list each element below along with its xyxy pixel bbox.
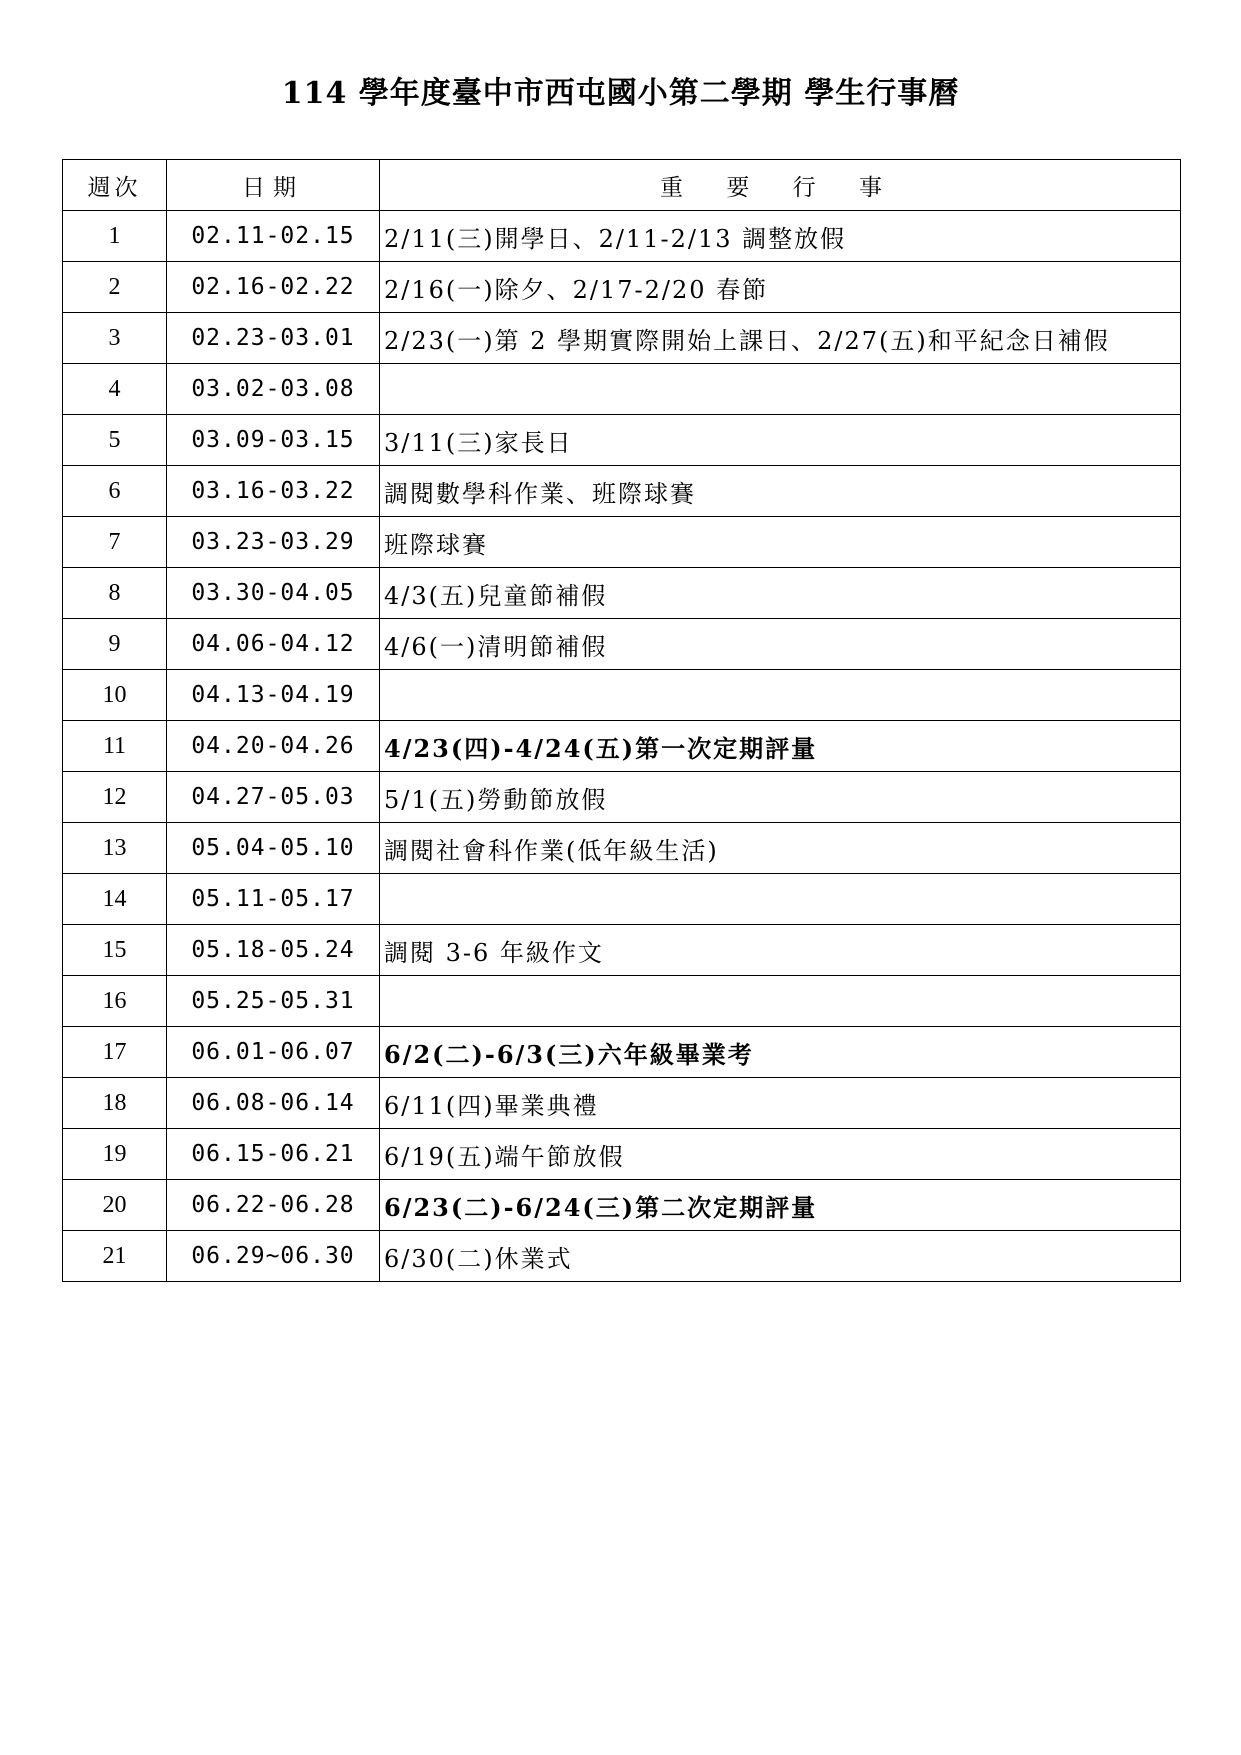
table-row <box>63 772 1181 823</box>
event-cell: 4/23(四)-4/24(五)第一次定期評量 <box>380 721 1181 772</box>
event-cell: 6/23(二)-6/24(三)第二次定期評量 <box>380 1180 1181 1231</box>
table-row <box>63 1078 1181 1129</box>
date-range-cell: 06.29~06.30 <box>167 1231 380 1282</box>
week-cell: 16 <box>63 976 167 1027</box>
table-row <box>63 1180 1181 1231</box>
week-cell: 13 <box>63 823 167 874</box>
event-cell: 調閱 3-6 年級作文 <box>380 925 1181 976</box>
week-cell: 11 <box>63 721 167 772</box>
header-date: 日期 <box>167 160 380 211</box>
event-cell: 4/3(五)兒童節補假 <box>380 568 1181 619</box>
event-cell <box>380 364 1181 415</box>
event-cell: 3/11(三)家長日 <box>380 415 1181 466</box>
event-cell: 2/11(三)開學日、2/11-2/13 調整放假 <box>380 211 1181 262</box>
date-range-cell: 03.09-03.15 <box>167 415 380 466</box>
table-row <box>63 211 1181 262</box>
week-cell: 5 <box>63 415 167 466</box>
week-cell: 20 <box>63 1180 167 1231</box>
week-cell: 18 <box>63 1078 167 1129</box>
week-cell: 10 <box>63 670 167 721</box>
table-row <box>63 466 1181 517</box>
table-row <box>63 874 1181 925</box>
date-range-cell: 05.18-05.24 <box>167 925 380 976</box>
date-range-cell: 04.27-05.03 <box>167 772 380 823</box>
date-range-cell: 06.22-06.28 <box>167 1180 380 1231</box>
date-range-cell: 04.13-04.19 <box>167 670 380 721</box>
table-row <box>63 1231 1181 1282</box>
week-cell: 2 <box>63 262 167 313</box>
event-cell: 2/23(一)第 2 學期實際開始上課日、2/27(五)和平紀念日補假 <box>380 313 1181 364</box>
week-cell: 7 <box>63 517 167 568</box>
date-range-cell: 03.16-03.22 <box>167 466 380 517</box>
event-cell <box>380 670 1181 721</box>
date-range-cell: 06.15-06.21 <box>167 1129 380 1180</box>
table-row <box>63 517 1181 568</box>
table-row <box>63 925 1181 976</box>
event-cell: 6/19(五)端午節放假 <box>380 1129 1181 1180</box>
page-title: 114 學年度臺中市西屯國小第二學期 學生行事曆 <box>281 76 960 111</box>
table-row <box>63 568 1181 619</box>
header-event: 重 要 行 事 <box>380 160 1181 211</box>
week-cell: 6 <box>63 466 167 517</box>
table-row <box>63 1129 1181 1180</box>
week-cell: 17 <box>63 1027 167 1078</box>
date-range-cell: 05.11-05.17 <box>167 874 380 925</box>
table-row <box>63 721 1181 772</box>
table-row <box>63 823 1181 874</box>
table-row <box>63 364 1181 415</box>
week-cell: 12 <box>63 772 167 823</box>
date-range-cell: 05.25-05.31 <box>167 976 380 1027</box>
week-cell: 1 <box>63 211 167 262</box>
school-calendar-table <box>62 159 1181 1282</box>
event-cell: 6/30(二)休業式 <box>380 1231 1181 1282</box>
event-cell: 班際球賽 <box>380 517 1181 568</box>
date-range-cell: 02.11-02.15 <box>167 211 380 262</box>
table-row <box>63 670 1181 721</box>
week-cell: 19 <box>63 1129 167 1180</box>
date-range-cell: 02.16-02.22 <box>167 262 380 313</box>
event-cell: 調閱數學科作業、班際球賽 <box>380 466 1181 517</box>
event-cell: 調閱社會科作業(低年級生活) <box>380 823 1181 874</box>
table-row <box>63 1027 1181 1078</box>
event-cell: 6/2(二)-6/3(三)六年級畢業考 <box>380 1027 1181 1078</box>
date-range-cell: 04.20-04.26 <box>167 721 380 772</box>
date-range-cell: 03.23-03.29 <box>167 517 380 568</box>
date-range-cell: 02.23-03.01 <box>167 313 380 364</box>
date-range-cell: 06.08-06.14 <box>167 1078 380 1129</box>
table-body <box>63 211 1181 1282</box>
week-cell: 14 <box>63 874 167 925</box>
date-range-cell: 06.01-06.07 <box>167 1027 380 1078</box>
header-week: 週次 <box>63 160 167 211</box>
table-row <box>63 262 1181 313</box>
week-cell: 3 <box>63 313 167 364</box>
table-row <box>63 313 1181 364</box>
event-cell: 4/6(一)清明節補假 <box>380 619 1181 670</box>
event-cell: 6/11(四)畢業典禮 <box>380 1078 1181 1129</box>
date-range-cell: 03.30-04.05 <box>167 568 380 619</box>
date-range-cell: 03.02-03.08 <box>167 364 380 415</box>
date-range-cell: 04.06-04.12 <box>167 619 380 670</box>
week-cell: 8 <box>63 568 167 619</box>
week-cell: 4 <box>63 364 167 415</box>
week-cell: 15 <box>63 925 167 976</box>
event-cell: 2/16(一)除夕、2/17-2/20 春節 <box>380 262 1181 313</box>
table-row <box>63 415 1181 466</box>
table-header-row <box>63 160 1181 211</box>
event-cell <box>380 976 1181 1027</box>
date-range-cell: 05.04-05.10 <box>167 823 380 874</box>
event-cell <box>380 874 1181 925</box>
event-cell: 5/1(五)勞動節放假 <box>380 772 1181 823</box>
week-cell: 21 <box>63 1231 167 1282</box>
table-row <box>63 976 1181 1027</box>
table-row <box>63 619 1181 670</box>
week-cell: 9 <box>63 619 167 670</box>
